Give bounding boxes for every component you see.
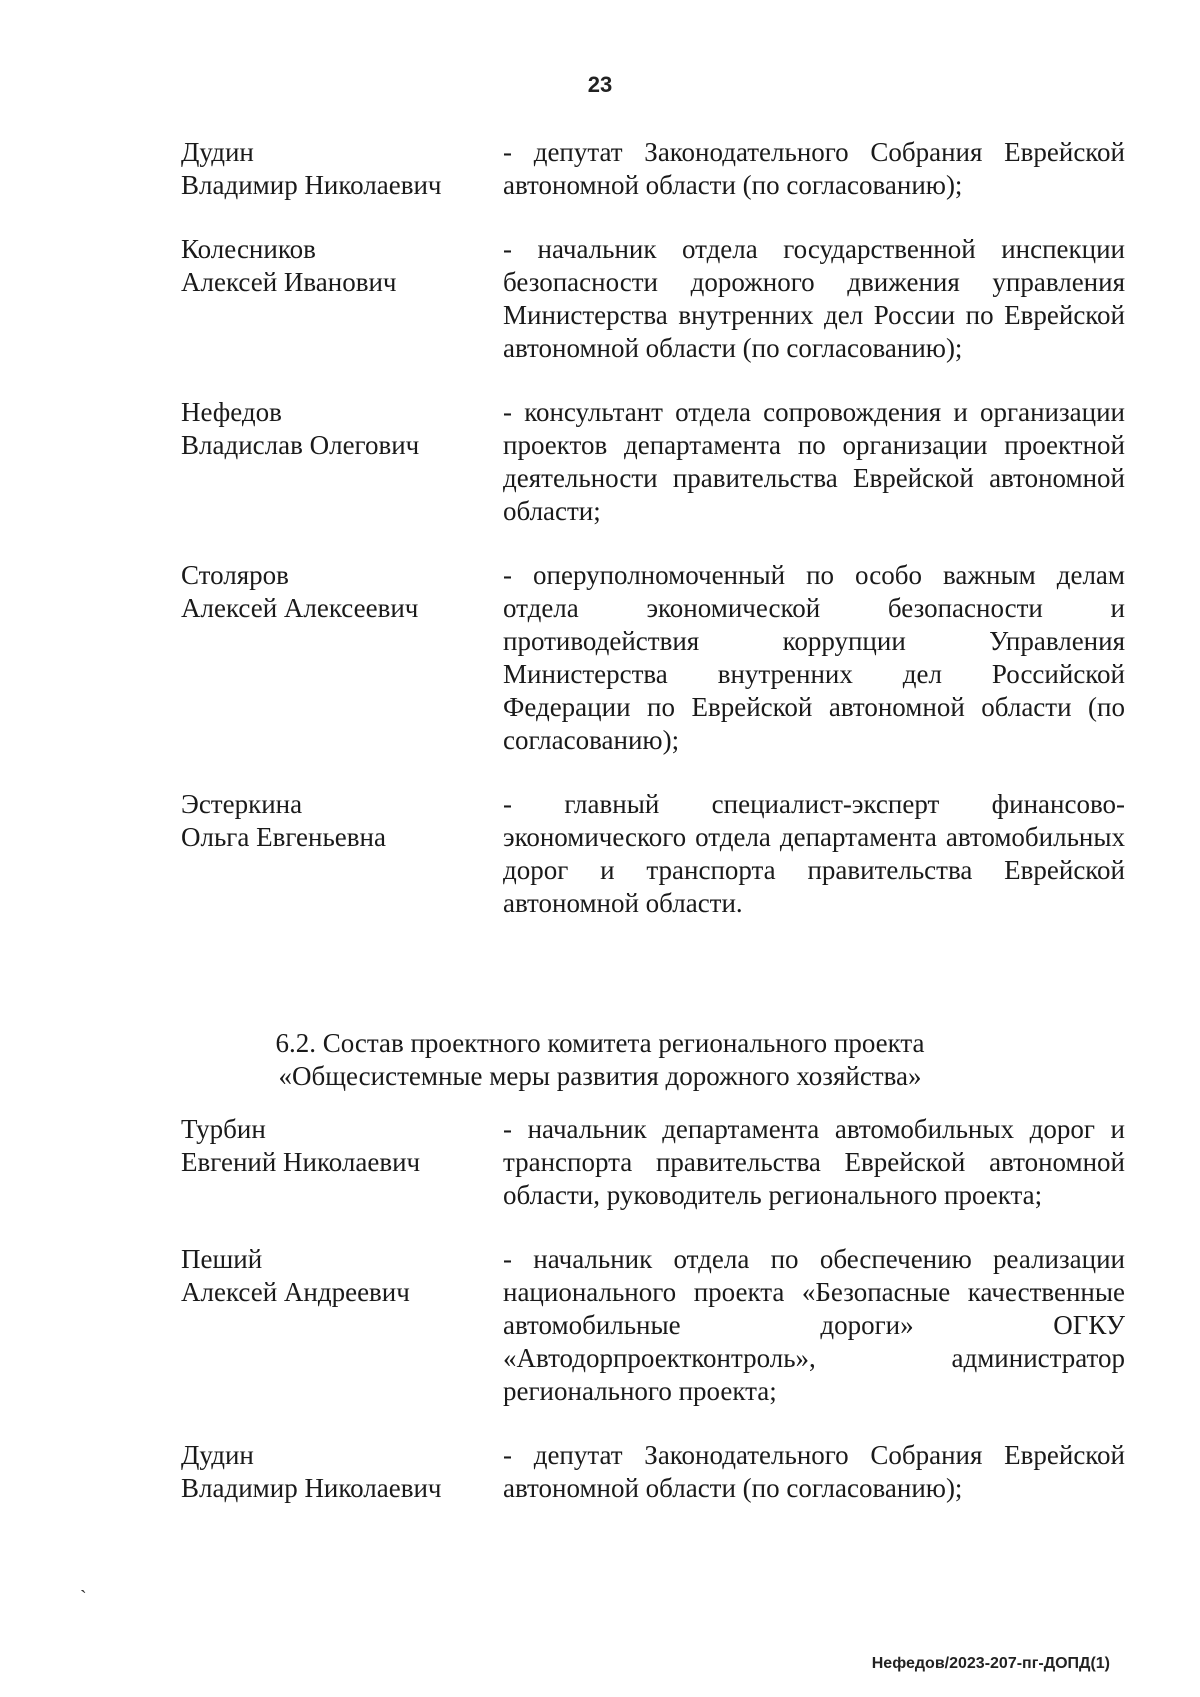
member-name: [181, 233, 503, 365]
member-given-names: Алексей Андреевич: [181, 1277, 410, 1307]
member-given-names: Владимир Николаевич: [181, 170, 442, 200]
members-list-section-2: [181, 1113, 1125, 1536]
member-given-names: Ольга Евгеньевна: [181, 822, 386, 852]
member-role: - депутат Законодательного Собрания Еврейской автономной области (по согласованию);: [503, 137, 1125, 200]
member-entry: [181, 1113, 1125, 1212]
page-number: 23: [587, 72, 613, 97]
member-role: - начальник отдела государственной инспекции безопасности дорожного движения управления Министерства внутренних дел России по Еврейской автономной области (по согласованию);: [503, 234, 1125, 363]
member-given-names: Владислав Олегович: [181, 430, 420, 460]
section-heading: [0, 1027, 1200, 1093]
member-role: - консультант отдела сопровождения и организации проектов департамента по организации проектной деятельности правительства Еврейской автономной области;: [503, 397, 1125, 526]
member-role: - главный специалист-эксперт финансово-экономического отдела департамента автомобильных дорог и транспорта правительства Еврейской автономной области.: [503, 789, 1125, 918]
member-role: - начальник департамента автомобильных дорог и транспорта правительства Еврейской автономной области, руководитель регионального проекта;: [503, 1114, 1125, 1210]
member-entry: [181, 1439, 1125, 1505]
member-name: [181, 1439, 503, 1505]
member-entry: [181, 559, 1125, 757]
section-heading-line-1: 6.2. Состав проектного комитета регионального проекта: [275, 1028, 925, 1058]
member-role: - начальник отдела по обеспечению реализации национального проекта «Безопасные качественные автомобильные дороги» ОГКУ «Автодорпроектконтроль», администратор регионального проекта;: [503, 1244, 1125, 1406]
member-role: - депутат Законодательного Собрания Еврейской автономной области (по согласованию);: [503, 1440, 1125, 1503]
member-given-names: Алексей Иванович: [181, 267, 397, 297]
member-given-names: Владимир Николаевич: [181, 1473, 442, 1503]
member-name: [181, 559, 503, 757]
member-entry: [181, 788, 1125, 920]
member-surname: Турбин: [181, 1114, 266, 1144]
member-given-names: Алексей Алексеевич: [181, 593, 419, 623]
member-surname: Нефедов: [181, 397, 282, 427]
member-entry: [181, 396, 1125, 528]
member-name: [181, 1243, 503, 1408]
document-code: Нефедов/2023-207-пг-ДОПД(1): [871, 1655, 1110, 1672]
member-given-names: Евгений Николаевич: [181, 1147, 421, 1177]
member-surname: Столяров: [181, 560, 289, 590]
member-surname: Пеший: [181, 1244, 263, 1274]
member-role: - оперуполномоченный по особо важным делам отдела экономической безопасности и противодействия коррупции Управления Министерства внутренних дел Российской Федерации по Еврейской автономной области (по согласованию);: [503, 560, 1125, 755]
member-surname: Дудин: [181, 137, 254, 167]
member-entry: [181, 233, 1125, 365]
member-surname: Эстеркина: [181, 789, 303, 819]
member-name: [181, 136, 503, 202]
scan-mark: `: [80, 1587, 87, 1609]
member-entry: [181, 136, 1125, 202]
members-list-section-1: [181, 136, 1125, 951]
member-surname: Колесников: [181, 234, 316, 264]
section-heading-line-2: «Общесистемные меры развития дорожного хозяйства»: [278, 1061, 922, 1091]
member-name: [181, 396, 503, 528]
member-name: [181, 1113, 503, 1212]
member-surname: Дудин: [181, 1440, 254, 1470]
member-entry: [181, 1243, 1125, 1408]
member-name: [181, 788, 503, 920]
